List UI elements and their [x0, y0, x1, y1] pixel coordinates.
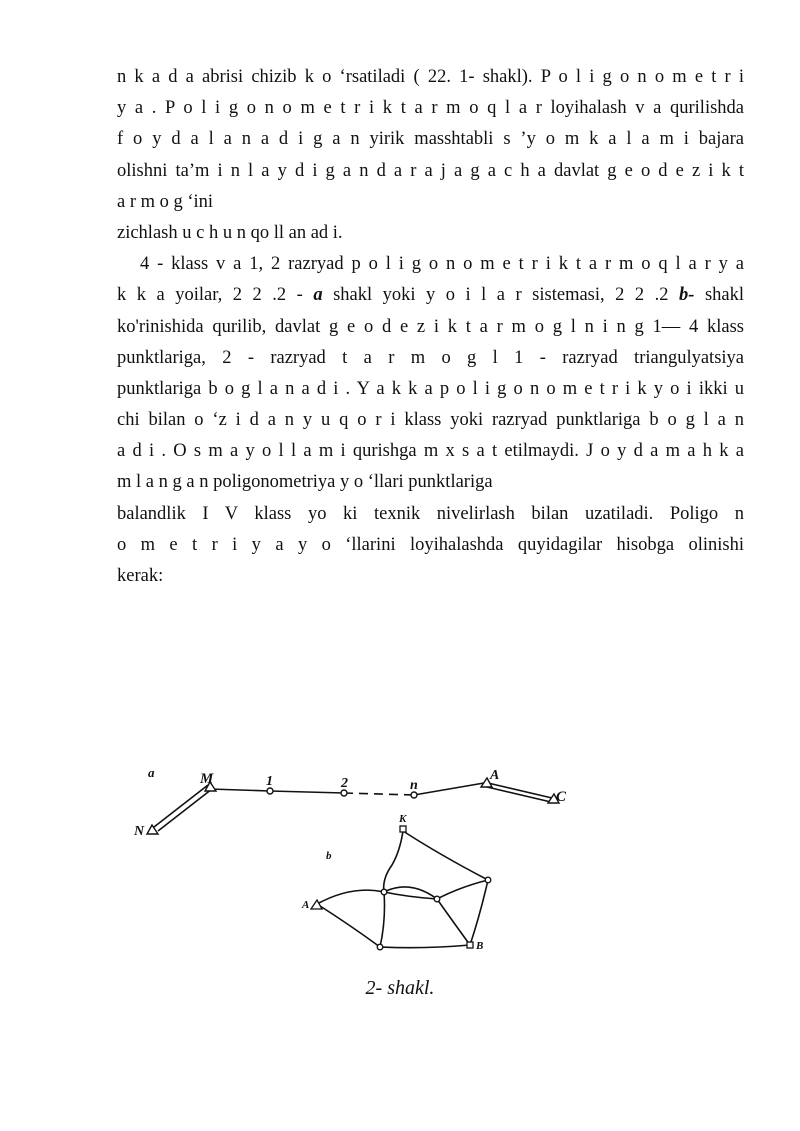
bold-a-label: a	[313, 285, 323, 306]
label-A-top: A	[490, 768, 500, 783]
label-b: b	[326, 850, 332, 862]
node	[377, 944, 383, 950]
point-N-triangle	[147, 825, 158, 834]
text-line: o m e t r i y a y o ‘llarini loyihalashda quyidagilar hisobga olinishi	[117, 534, 744, 555]
text-fragment: shakl yoki y o i l a r sistemasi, 2 2 .2	[333, 285, 669, 306]
text-line: 4 - klass v a 1, 2 razryad p o l i g o n o m e t r i k t a r m o q l a r y a	[140, 254, 744, 275]
point-K-square	[400, 826, 406, 832]
text-line: zichlash u c h u n qo ll an ad i.	[117, 222, 343, 243]
label-2: 2	[341, 776, 348, 791]
label-a: a	[148, 765, 155, 780]
text-line: m l a n g a n poligonometriya y o ‘llari punktlariga	[117, 472, 493, 493]
text-line: ko'rinishida qurilib, davlat g e o d e z i k t a r m o g l n i n g 1— 4 klass	[117, 316, 744, 337]
node	[434, 896, 440, 902]
node	[485, 877, 491, 883]
text-line: y a . P o l i g o n o m e t r i k t a r m o q l a r loyihalash v a qurilishda	[117, 98, 744, 119]
figure-b-network	[317, 831, 488, 948]
point-B-square	[467, 942, 473, 948]
polygonometry-figure	[130, 755, 590, 965]
text-line: punktlariga, 2 - razryad t a r m o g l 1 - razryad triangulyatsiya	[117, 347, 744, 368]
text-line: balandlik I V klass yo ki texnik nivelirlash bilan uzatiladi. Poligo n	[117, 503, 744, 524]
text-line: punktlariga b o g l a n a d i . Y a k k a p o l i g o n o m e t r i k y o i ikki u	[117, 378, 744, 399]
text-line: a d i . O s m a y o l l a m i qurishga m x s a t etilmaydi. J o y d a m a h k a	[117, 441, 744, 462]
node	[381, 889, 387, 895]
figure-svg	[130, 755, 590, 965]
text-line: n k a d a abrisi chizib k o ‘rsatiladi ( 22. 1- shakl). P o l i g o n o m e t r i	[117, 67, 744, 87]
text-line: olishni ta’m i n l a y d i g a n d a r a j a g a c h a davlat g e o d e z i k t	[117, 160, 744, 181]
text-fragment: k k a yoilar, 2 2 .2 -	[117, 285, 303, 306]
label-N: N	[134, 824, 145, 839]
bold-b-label: b-	[679, 285, 695, 306]
body-text	[117, 62, 744, 592]
label-K: K	[399, 813, 407, 825]
text-fragment: shakl	[704, 285, 744, 306]
label-A-bottom: A	[302, 899, 310, 911]
text-line: kerak:	[117, 566, 164, 587]
label-B: B	[476, 940, 484, 952]
text-line: chi bilan o ‘z i d a n y u q o r i klass yoki razryad punktlariga b o g l a n	[117, 410, 744, 431]
text-line: a r m o g ‘ini	[117, 191, 214, 212]
label-C: C	[556, 789, 567, 805]
label-1: 1	[266, 774, 273, 789]
text-line: f o y d a l a n a d i g a n yirik masshtabli s ’y o m k a l a m i bajara	[117, 129, 744, 150]
label-M: M	[200, 771, 214, 787]
figure-caption: 2- shakl.	[365, 977, 435, 999]
label-n: n	[410, 778, 418, 793]
text-line-mixed	[117, 280, 744, 311]
